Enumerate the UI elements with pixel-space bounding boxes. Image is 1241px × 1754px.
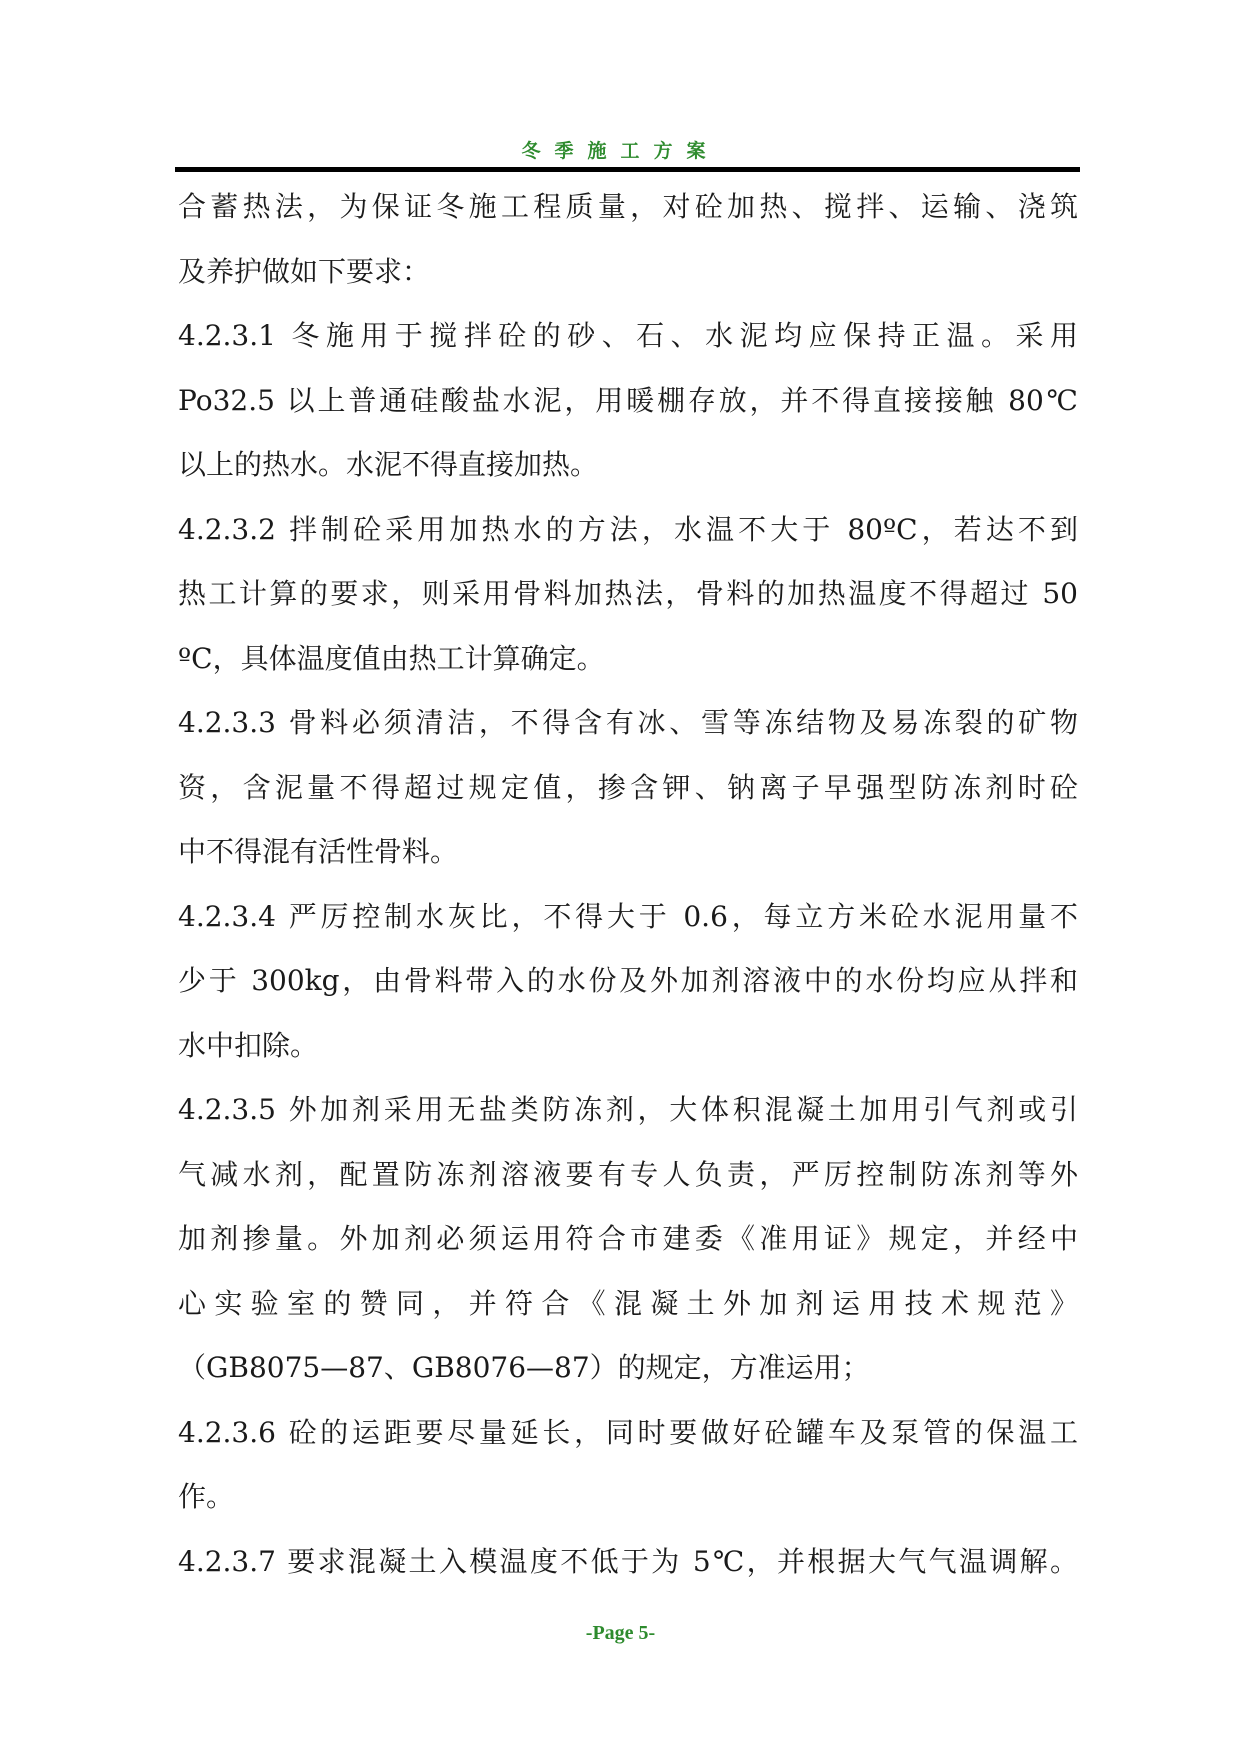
body-line: 及养护做如下要求：	[178, 254, 431, 288]
document-body	[178, 175, 1078, 1594]
body-line: 热工计算的要求，则采用骨料加热法，骨料的加热温度不得超过 50	[178, 577, 1078, 610]
body-line: 资，含泥量不得超过规定值，掺含钾、钠离子早强型防冻剂时砼	[178, 770, 1078, 804]
body-line: 4.2.3.1 冬施用于搅拌砼的砂、石、水泥均应保持正温。采用	[178, 319, 1078, 352]
body-line: 作。	[178, 1480, 235, 1513]
body-line: 少于 300kg，由骨料带入的水份及外加剂溶液中的水份均应从拌和	[178, 964, 1078, 997]
page-header-title: 冬季施工方案	[521, 140, 720, 162]
body-line: 4.2.3.3 骨料必须清洁，不得含有冰、雪等冻结物及易冻裂的矿物	[178, 706, 1078, 739]
body-line: 水中扣除。	[178, 1028, 319, 1062]
body-line: 合蓄热法，为保证冬施工程质量，对砼加热、搅拌、运输、浇筑	[178, 190, 1078, 223]
body-line: 4.2.3.4 严厉控制水灰比，不得大于 0.6，每立方米砼水泥用量不	[178, 899, 1078, 933]
body-line: 4.2.3.2 拌制砼采用加热水的方法，水温不大于 80ºC，若达不到	[178, 512, 1078, 546]
body-line: （GB8075—87、GB8076—87）的规定，方准运用；	[178, 1351, 870, 1384]
body-line: ºC，具体温度值由热工计算确定。	[178, 641, 605, 675]
body-line: 中不得混有活性骨料。	[178, 835, 459, 868]
page-number: -Page 5-	[585, 1622, 656, 1644]
body-line: 以上的热水。水泥不得直接加热。	[178, 448, 599, 481]
body-line: 气减水剂，配置防冻剂溶液要有专人负责，严厉控制防冻剂等外	[178, 1157, 1078, 1191]
body-line: 4.2.3.7 要求混凝土入模温度不低于为 5℃，并根据大气气温调解。	[178, 1544, 1078, 1578]
body-line: Po32.5 以上普通硅酸盐水泥，用暖棚存放，并不得直接接触 80℃	[178, 383, 1078, 417]
body-line: 加剂掺量。外加剂必须运用符合市建委《准用证》规定，并经中	[178, 1222, 1078, 1255]
body-line: 4.2.3.5 外加剂采用无盐类防冻剂，大体积混凝土加用引气剂或引	[178, 1093, 1078, 1126]
body-line: 4.2.3.6 砼的运距要尽量延长，同时要做好砼罐车及泵管的保温工	[178, 1415, 1078, 1449]
body-line: 心实验室的赞同，并符合《混凝土外加剂运用技术规范》	[178, 1286, 1078, 1320]
header-divider	[175, 167, 1080, 172]
